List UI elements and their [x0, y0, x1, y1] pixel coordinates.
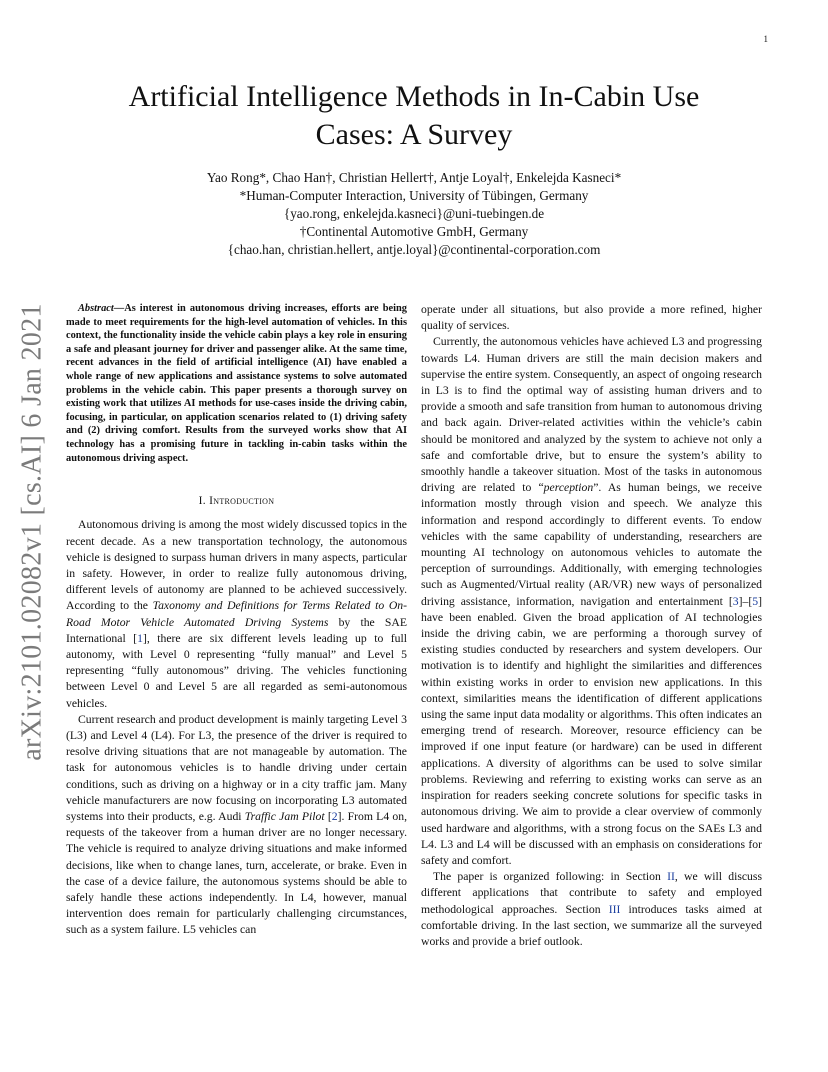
text-run: ]. From L4 on, requests of the takeover from a human driver are no longer necessary. The vehicle is required to analyze driving situations and make informed decisions, like when to change lanes, turn, accelerate, or brake. Even in the case of a device failure, the autonomous systems should be able to safely handle these actions independently. In L4, however, manual intervention does remain for particularly challenging circumstances, such as a system failure. L5 vehicles can — [66, 809, 407, 937]
text-run: Current research and product development is mainly targeting Level 3 (L3) and Level 4 (L4). For L3, the presence of the driver is required to resolve driving situations that are not manageable by automation. The task for autonomous vehicles is to handle driving under certain conditions, such as driving on a highway or in a city traffic jam. Many vehicle manufacturers are now focusing on incorporating L3 automated systems into their products, e.g. Audi — [66, 712, 407, 823]
intro-paragraph-2 — [66, 712, 407, 939]
title-line-1: Artificial Intelligence Methods in In-Cabin Use — [128, 80, 700, 113]
citation-link-1[interactable]: 1 — [137, 631, 143, 645]
citation-link-2[interactable]: 2 — [331, 809, 338, 823]
right-paragraph-3 — [421, 869, 762, 950]
section-link-ii[interactable]: II — [667, 870, 675, 884]
email-tuebingen: {yao.rong, enkelejda.kasneci}@uni-tuebingen.de — [283, 206, 545, 221]
section-link-iii[interactable]: III — [608, 902, 621, 916]
text-run: [ — [324, 809, 332, 823]
perception-term: perception — [543, 481, 594, 495]
right-paragraph-1: operate under all situations, but also provide a more refined, higher quality of services. — [421, 303, 762, 333]
paper-header — [84, 78, 744, 259]
left-column — [66, 302, 407, 939]
affiliation-continental: †Continental Automotive GmbH, Germany — [299, 224, 529, 239]
sae-taxonomy-title: Taxonomy and Definitions for Terms Related to On-Road Motor Vehicle Automated Driving Systems — [66, 599, 408, 629]
section-heading-introduction: I. Introduction — [198, 495, 275, 508]
text-run: Autonomous driving is among the most widely discussed topics in the recent decade. As a new transportation technology, the autonomous vehicle is designed to surpass human drivers in many aspects, particular in safety. However, in order to realize fully autonomous driving, different levels of autonomy are planned to be achieved successively. According to the — [66, 518, 407, 613]
text-run: Currently, the autonomous vehicles have achieved L3 and progressing towards L4. Human drivers are still the main decision makers and supervise the entire system. Consequently, an aspect of ongoing research in L3 is to find the optimal way of assisting human drivers and to provide a smooth and safe transition from human to autonomous driving and back again. Driver-related activities within the vehicle’s cabin should be monitored and analyzed by the system to achieve not only a safe and comfortable drive, but to ensure the system’s ability to smoothly handle a takeover situation. Most of the tasks in autonomous driving are related to “ — [421, 335, 762, 495]
intro-paragraph-1 — [66, 517, 407, 711]
arxiv-stamp — [10, 303, 56, 761]
text-run: ]–[ — [738, 594, 753, 608]
page-number: 1 — [763, 34, 768, 44]
abstract — [66, 302, 407, 465]
title-line-2: Cases: A Survey — [315, 118, 513, 151]
arxiv-stamp-text: arXiv:2101.02082v1 [cs.AI] 6 Jan 2021 — [17, 303, 49, 761]
right-column — [421, 302, 762, 950]
text-run: introduces tasks aimed at comfortable driving. In the last section, we summarize all the surveyed works and provide a brief outlook. — [421, 902, 762, 948]
email-continental: {chao.han, christian.hellert, antje.loyal}@continental-corporation.com — [227, 242, 601, 257]
author-names: Yao Rong*, Chao Han†, Christian Hellert†, Antje Loyal†, Enkelejda Kasneci* — [206, 170, 622, 185]
text-run: ], there are six different levels leading up to full autonomy, with Level 0 representing “fully manual” and Level 5 representing “fully autonomous” driving. The vehicles functioning between Level 0 and Level 5 are all regarded as semi-autonomous vehicles. — [66, 631, 407, 710]
right-paragraph-2 — [421, 334, 762, 869]
text-run: ”. As human beings, we receive information mostly through vision and speech. We analyze this information and respond accordingly to different events. To endow vehicles with the same capability of understanding, researchers are mounting AI technology on autonomous vehicles to automate the perception of surroundings. Additionally, with emerging technologies such as Augmented/Virtual reality (AR/VR) new ways of personalized driving assistance, information, navigation and entertainment [ — [421, 481, 762, 608]
paper-title — [84, 78, 744, 154]
text-run: The paper is organized following: in Section — [433, 870, 668, 884]
text-run: , we will discuss different applications that contribute to safety and employed methodological approaches. Section — [421, 870, 762, 916]
text-run: ] have been enabled. Given the broad application of AI technologies inside the driving cabin, we are performing a thorough survey of existing studies conducted by researchers and system developers. Our motivation is to identify and highlight the similarities and differences within existing works in order to envision new applications. In this context, similarities means the identification of different applications using the same input data modality or algorithms. This often indicates an emerging trend of research. Moreover, resource efficiency can be improved if one input feature (or hardware) can be used in different applications. A diversity of algorithms can be used to solve similar problems. Reviewing and referring to existing works can serve as an inspiration for readers seeking concrete solutions for specific tasks in autonomous driving. We aim to provide a clear overview of commonly used hardware and algorithms, with a strong focus on the SAEs L3 and L4. L3 and L4 will be discussed with an emphasis on considerations for safety and comfort. — [421, 594, 762, 867]
text-run: by the SAE International [ — [66, 615, 407, 645]
affiliation-tuebingen: *Human-Computer Interaction, University of Tübingen, Germany — [239, 188, 589, 203]
traffic-jam-pilot: Traffic Jam Pilot — [244, 809, 325, 823]
citation-link-5[interactable]: 5 — [752, 594, 759, 608]
author-block — [84, 169, 744, 259]
citation-link-3[interactable]: 3 — [732, 594, 739, 608]
abstract-label: Abstract — [78, 303, 114, 314]
abstract-text: —As interest in autonomous driving increases, efforts are being made to meet requirements for the high-level automation of vehicles. In this context, the functionality inside the vehicle cabin plays a key role in ensuring a safe and pleasant journey for driver and passenger alike. At the same time, recent advances in the field of artificial intelligence (AI) have enabled a whole range of new applications and assistance systems to solve automated problems in the vehicle cabin. This paper presents a thorough survey on existing work that utilizes AI methods for use-cases inside the driving cabin, focusing, in particular, on application scenarios related to (1) driving safety and (2) driving comfort. Results from the surveyed works show that AI technology has a promising future in tackling in-cabin tasks within the autonomous driving aspect. — [66, 303, 407, 464]
